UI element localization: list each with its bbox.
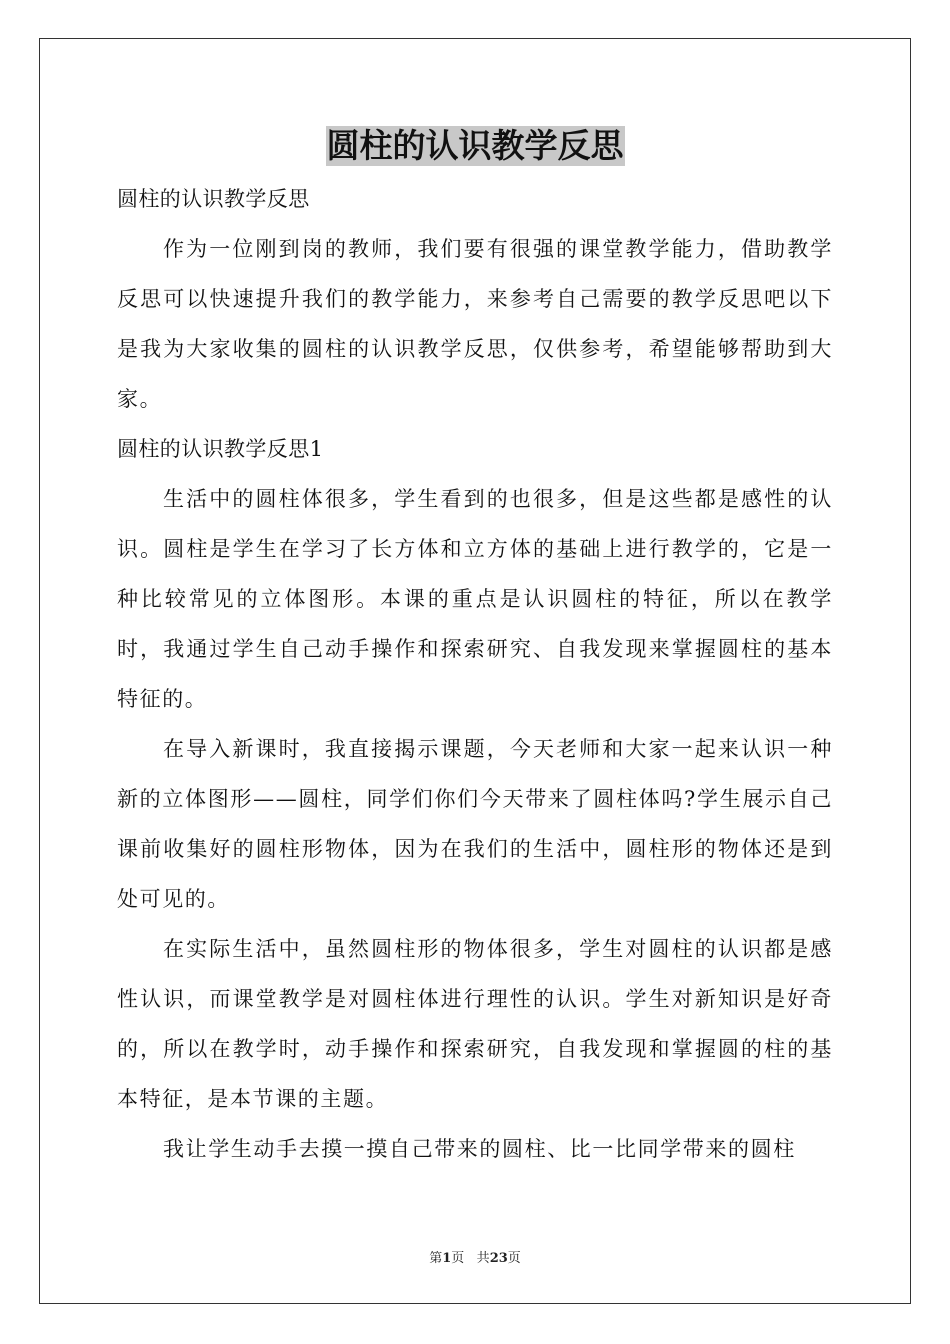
total-prefix: 共 bbox=[476, 1251, 490, 1266]
page-number: 1 bbox=[442, 1251, 452, 1266]
document-body bbox=[117, 174, 833, 1174]
intro-heading: 圆柱的认识教学反思 bbox=[117, 187, 310, 211]
page-suffix: 页 bbox=[451, 1251, 465, 1266]
intro-paragraph: 作为一位刚到岗的教师，我们要有很强的课堂教学能力，借助教学反思可以快速提升我们的教学能力，来参考自己需要的教学反思吧以下是我为大家收集的圆柱的认识教学反思，仅供参考，希望能够帮助到大家。 bbox=[117, 237, 833, 411]
total-suffix: 页 bbox=[507, 1251, 521, 1266]
section-heading: 圆柱的认识教学反思1 bbox=[117, 437, 324, 461]
body-paragraph-3: 在实际生活中，虽然圆柱形的物体很多，学生对圆柱的认识都是感性认识，而课堂教学是对圆柱体进行理性的认识。学生对新知识是好奇的，所以在教学时，动手操作和探索研究，自我发现和掌握圆的柱的基本特征，是本节课的主题。 bbox=[117, 937, 833, 1111]
document-title: 圆柱的认识教学反思 bbox=[326, 126, 624, 165]
body-paragraph-4: 我让学生动手去摸一摸自己带来的圆柱、比一比同学带来的圆柱 bbox=[163, 1137, 796, 1161]
body-paragraph-1: 生活中的圆柱体很多，学生看到的也很多，但是这些都是感性的认识。圆柱是学生在学习了长方体和立方体的基础上进行教学的，它是一种比较常见的立体图形。本课的重点是认识圆柱的特征，所以在教学时，我通过学生自己动手操作和探索研究、自我发现来掌握圆柱的基本特征的。 bbox=[117, 487, 833, 711]
title-container bbox=[0, 126, 950, 166]
page-footer bbox=[0, 1247, 950, 1266]
page-prefix: 第 bbox=[429, 1251, 443, 1266]
total-pages: 23 bbox=[489, 1251, 508, 1266]
body-paragraph-2: 在导入新课时，我直接揭示课题，今天老师和大家一起来认识一种新的立体图形——圆柱，同学们你们今天带来了圆柱体吗?学生展示自己课前收集好的圆柱形物体，因为在我们的生活中，圆柱形的物体还是到处可见的。 bbox=[117, 737, 833, 911]
